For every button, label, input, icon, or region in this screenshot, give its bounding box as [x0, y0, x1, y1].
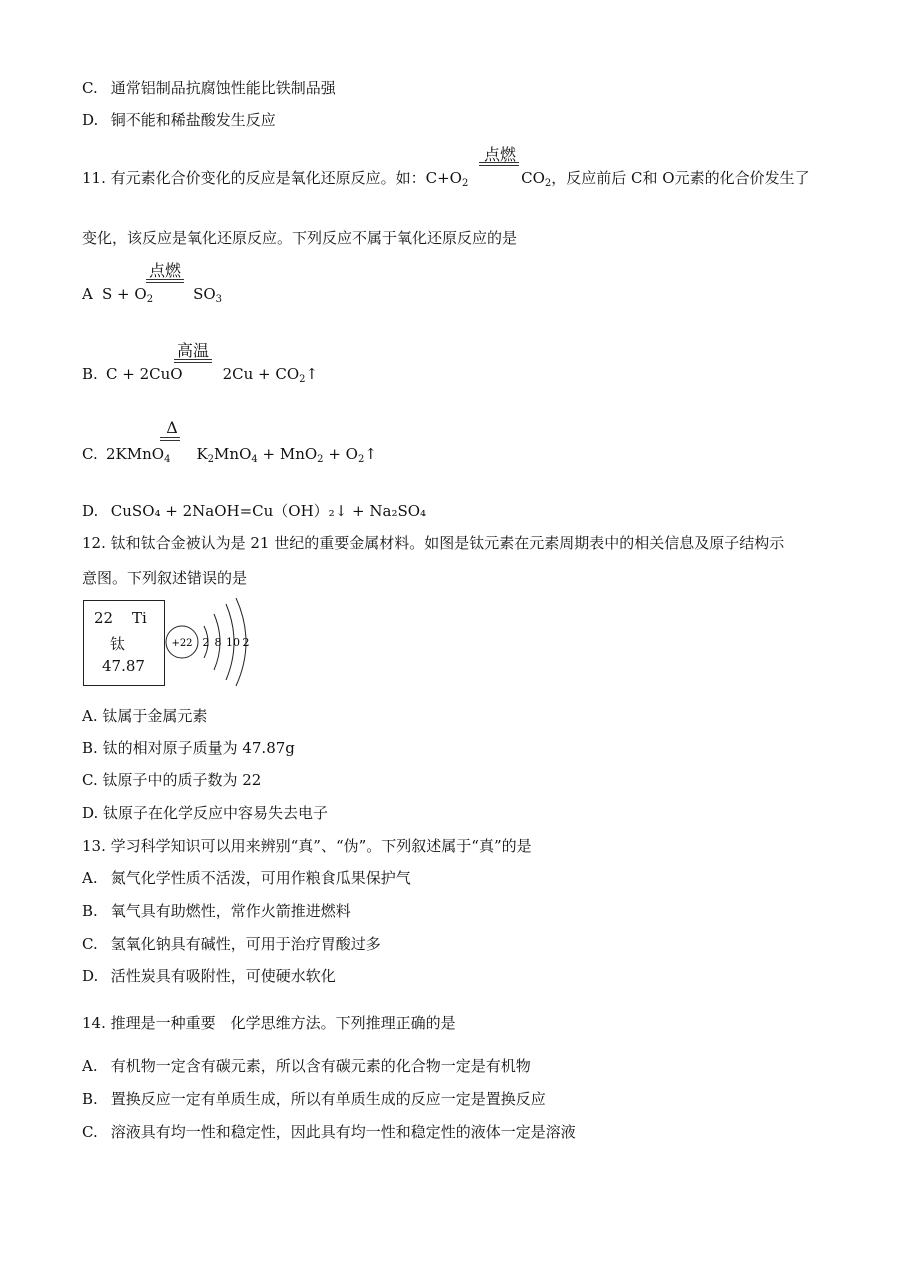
stem-text: ，反应前后 C和 O元素的化合价发生了 [551, 169, 810, 187]
option-text: 氮气化学性质不活泼，可用作粮食瓜果保护气 [110, 869, 411, 887]
option-letter: C. [82, 445, 98, 463]
stem-product: CO [521, 169, 545, 187]
option-text: 钛原子在化学反应中容易失去电子 [103, 804, 329, 822]
option-letter: D. [82, 967, 99, 985]
option-text: 活性炭具有吸附性，可使硬水软化 [110, 967, 336, 985]
nucleus-charge: +22 [171, 638, 193, 649]
option-text: 氧气具有助燃性，常作火箭推进燃料 [110, 902, 351, 920]
option-letter: A. [82, 1057, 98, 1075]
q12-stem-line2: 意图。下列叙述错误的是 [82, 569, 248, 587]
option-text: 溶液具有均一性和稳定性，因此具有均一性和稳定性的液体一定是溶液 [110, 1123, 576, 1141]
option-letter: B. [82, 1090, 98, 1108]
q11-stem-line2: 变化，该反应是氧化还原反应。下列反应不属于氧化还原反应的是 [82, 229, 518, 247]
option-letter: D. [82, 502, 99, 520]
option-letter: D. [82, 804, 99, 822]
q11-option-d [82, 500, 426, 521]
q14-stem: 14. 推理是一种重要 化学思维方法。下列推理正确的是 [82, 1014, 456, 1032]
option-text: 氢氧化钠具有碱性，可用于治疗胃酸过多 [110, 935, 381, 953]
subscript: 2 [461, 178, 469, 189]
q14-option-c [82, 1121, 576, 1142]
equals-sign [146, 279, 184, 283]
option-letter: A [82, 285, 93, 303]
element-name: 钛 [110, 635, 126, 653]
q11-option-b: B. C + 2CuO $2Cu + CO_2↑$ [82, 365, 319, 385]
option-letter: B. [82, 739, 98, 757]
equals-sign [174, 359, 212, 363]
q11-option-c: C. 2KMnO$_4$ $K_2MnO_4 + MnO_2$ + $O_2↑$ [82, 445, 377, 465]
atomic-mass: 47.87 [102, 657, 145, 675]
reaction-condition: 点燃 [483, 145, 516, 164]
stem-text: 11. 有元素化合价变化的反应是氧化还原反应。如：C+O [82, 169, 462, 187]
equals-sign [160, 437, 180, 441]
option-letter: A. [82, 869, 98, 887]
option-text: 有机物一定含有碳元素，所以含有碳元素的化合物一定是有机物 [110, 1057, 531, 1075]
q13-option-a [82, 867, 411, 888]
option-text: 钛原子中的质子数为 22 [102, 771, 262, 789]
q11-option-a: A $S + O_2$ $SO_3$ [82, 285, 223, 305]
option-text: CuSO₄ + 2NaOH=Cu（OH）₂↓ + Na₂SO₄ [110, 502, 427, 520]
q12-option-a [82, 705, 207, 726]
option-letter: B. [82, 365, 98, 383]
option-letter: A. [82, 707, 98, 725]
option-letter: D. [82, 111, 99, 129]
shell-electrons-4: 2 [242, 636, 250, 649]
reaction-condition: 高温 [176, 341, 209, 360]
q11-stem-line1: 11. 有元素化合价变化的反应是氧化还原反应。如：$C+O_2$ $CO_2$，反应前后 C和 O元素的化合价发生了 [82, 169, 810, 189]
option-text: 钛属于金属元素 [102, 707, 208, 725]
q13-stem: 13. 学习科学知识可以用来辨别“真”、“伪”。下列叙述属于“真”的是 [82, 837, 532, 855]
q13-option-b [82, 900, 351, 921]
option-text: 通常铝制品抗腐蚀性能比铁制品强 [110, 79, 336, 97]
q14-option-a [82, 1055, 531, 1076]
reaction-condition: Δ [166, 418, 178, 437]
option-text: 置换反应一定有单质生成，所以有单质生成的反应一定是置换反应 [110, 1090, 546, 1108]
option-letter: C. [82, 79, 98, 97]
atomic-number: 22 [94, 609, 114, 627]
option-letter: C. [82, 935, 98, 953]
shell-electrons-2: 8 [214, 636, 222, 649]
periodic-table-cell [83, 600, 165, 686]
q12-option-b [82, 737, 295, 758]
element-symbol: Ti [132, 609, 147, 627]
q10-option-c [82, 77, 336, 98]
shell-electrons-3: 10 [226, 636, 240, 649]
q13-option-c [82, 933, 381, 954]
shell-electrons-1: 2 [202, 636, 210, 649]
atomic-structure-diagram [164, 596, 264, 688]
q10-option-d [82, 109, 276, 130]
option-text: 铜不能和稀盐酸发生反应 [110, 111, 276, 129]
reaction-condition: 点燃 [148, 261, 181, 280]
option-letter: B. [82, 902, 98, 920]
q14-option-b [82, 1088, 546, 1109]
option-text: 钛的相对原子质量为 47.87g [102, 739, 295, 757]
equals-sign [479, 162, 519, 166]
q12-stem-line1: 12. 钛和钛合金被认为是 21 世纪的重要金属材料。如图是钛元素在元素周期表中的相关信息及原子结构示 [82, 534, 785, 552]
option-letter: C. [82, 771, 98, 789]
option-letter: C. [82, 1123, 98, 1141]
q12-option-c [82, 769, 261, 790]
q12-option-d [82, 802, 328, 823]
q13-option-d [82, 965, 336, 986]
